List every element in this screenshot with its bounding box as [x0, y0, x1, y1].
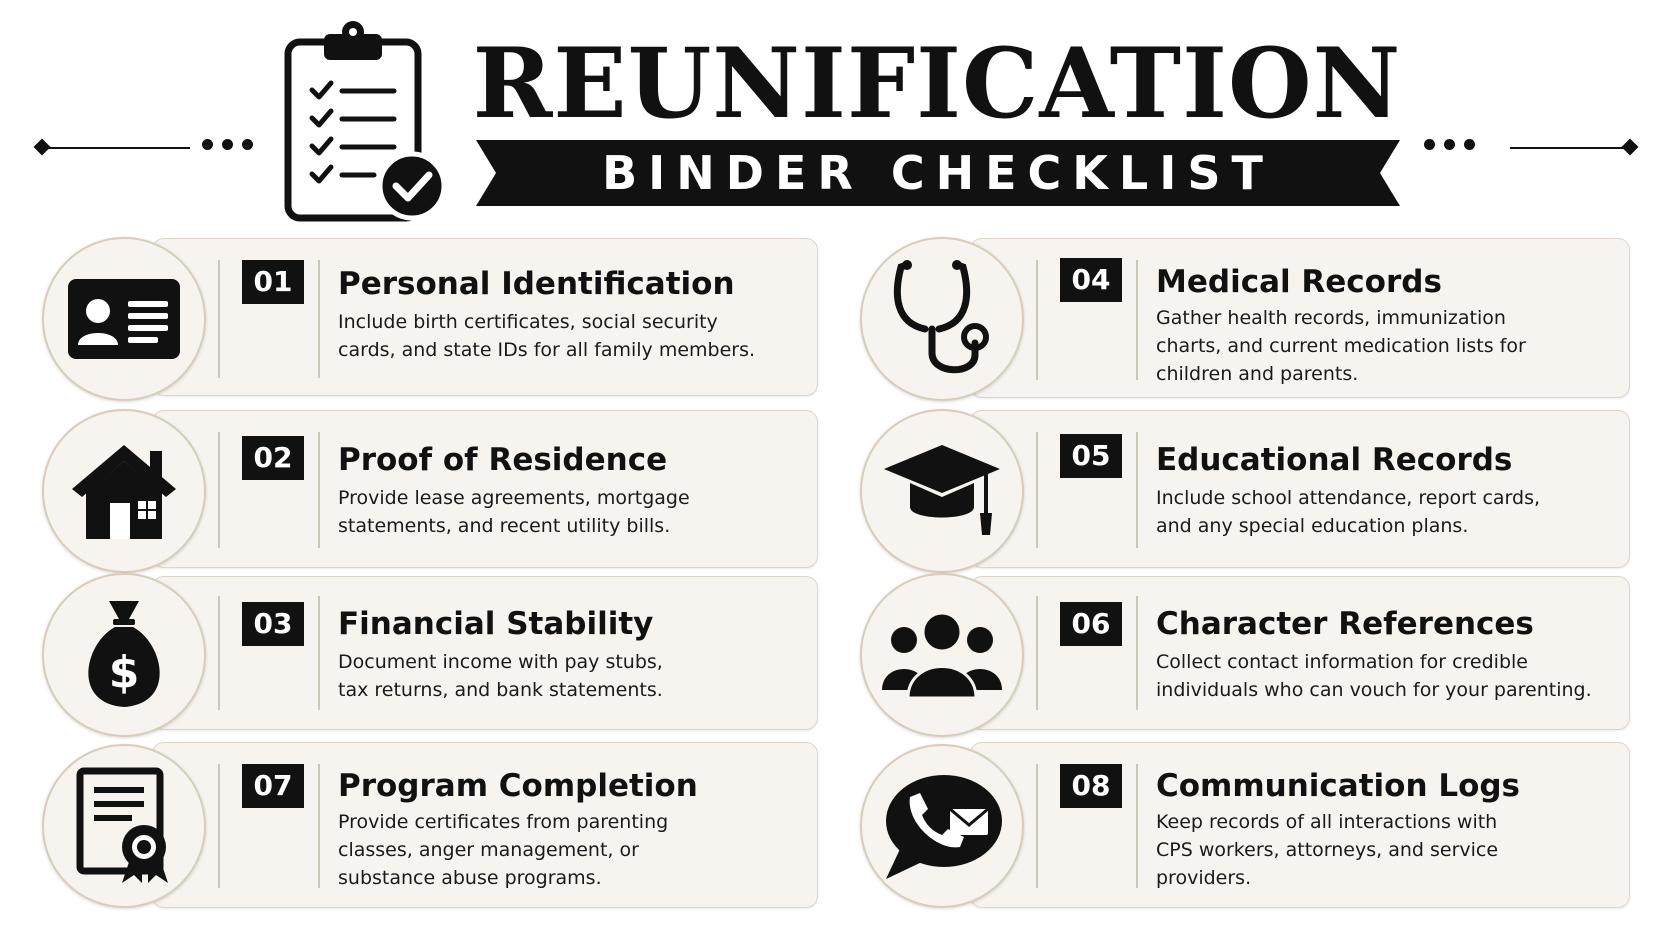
item-title: Proof of Residence [338, 442, 668, 478]
right-ornament-diamond [1622, 139, 1639, 156]
divider [318, 596, 320, 710]
item-description: Document income with pay stubs, tax returns, and bank statements. [338, 651, 663, 701]
item-description: Provide certificates from parenting classes, anger management, or substance abuse programs. [338, 811, 669, 889]
divider [218, 596, 220, 710]
item-title: Educational Records [1156, 442, 1513, 478]
item-description: Include birth certificates, social security cards, and state IDs for all family members. [338, 311, 756, 361]
item-description: Keep records of all interactions with CPS workers, attorneys, and service providers. [1156, 811, 1499, 889]
item-description: Include school attendance, report cards, and any special education plans. [1156, 487, 1541, 537]
divider [318, 764, 320, 888]
divider [318, 432, 320, 548]
money-bag-icon [79, 599, 169, 711]
icon-badge [42, 573, 206, 737]
graduation-cap-icon [882, 441, 1002, 541]
icon-badge [42, 237, 206, 401]
stethoscope-icon [887, 257, 997, 381]
divider [1136, 596, 1138, 710]
item-number: 04 [1060, 258, 1122, 302]
phone-message-icon [880, 771, 1004, 881]
item-number: 01 [242, 260, 304, 304]
divider [318, 260, 320, 378]
divider [1136, 260, 1138, 380]
certificate-icon [76, 767, 172, 885]
left-ornament-dots [202, 139, 253, 150]
checklist-item-communication-logs [860, 736, 1630, 912]
item-title: Program Completion [338, 768, 698, 804]
checklist-item-program-completion [42, 736, 818, 912]
checklist-item-financial-stability [42, 572, 818, 734]
item-description: Collect contact information for credible individuals who can vouch for your parenting. [1156, 651, 1592, 701]
svg-text:$: $ [108, 647, 140, 698]
item-number: 03 [242, 602, 304, 646]
icon-badge [860, 409, 1024, 573]
checklist-item-character-references [860, 572, 1630, 734]
item-number: 07 [242, 764, 304, 808]
item-number: 08 [1060, 764, 1122, 808]
icon-badge [860, 573, 1024, 737]
divider [1036, 260, 1038, 380]
item-title: Financial Stability [338, 606, 654, 642]
item-description: Gather health records, immunization charts, and current medication lists for children and parents. [1156, 307, 1526, 385]
divider [218, 260, 220, 378]
divider [218, 432, 220, 548]
left-ornament-line [42, 147, 190, 149]
checklist-item-educational-records [860, 406, 1630, 572]
subtitle-banner [476, 140, 1400, 206]
icon-badge [860, 237, 1024, 401]
id-card-icon [68, 279, 180, 359]
house-icon [68, 441, 180, 541]
item-number: 02 [242, 436, 304, 480]
item-description: Provide lease agreements, mortgage statements, and recent utility bills. [338, 487, 690, 537]
right-ornament-dots [1424, 139, 1475, 150]
divider [1136, 432, 1138, 548]
icon-badge [860, 744, 1024, 908]
item-title: Communication Logs [1156, 768, 1521, 804]
divider [1036, 432, 1038, 548]
item-number: 05 [1060, 434, 1122, 478]
icon-badge [42, 409, 206, 573]
item-title: Personal Identification [338, 266, 735, 302]
icon-badge [42, 744, 206, 908]
checklist-item-proof-of-residence [42, 406, 818, 572]
page-title: REUNIFICATION [472, 27, 1402, 140]
people-group-icon [882, 610, 1002, 700]
divider [1036, 596, 1038, 710]
item-title: Character References [1156, 606, 1534, 642]
divider [1036, 764, 1038, 888]
checklist-item-medical-records [860, 232, 1630, 402]
item-number: 06 [1060, 602, 1122, 646]
clipboard-check-icon [284, 16, 454, 226]
divider [1136, 764, 1138, 888]
divider [218, 764, 220, 888]
item-title: Medical Records [1156, 264, 1442, 300]
page-subtitle: BINDER CHECKLIST [602, 146, 1274, 200]
checklist-item-personal-identification [42, 232, 818, 402]
right-ornament-line [1510, 147, 1630, 149]
